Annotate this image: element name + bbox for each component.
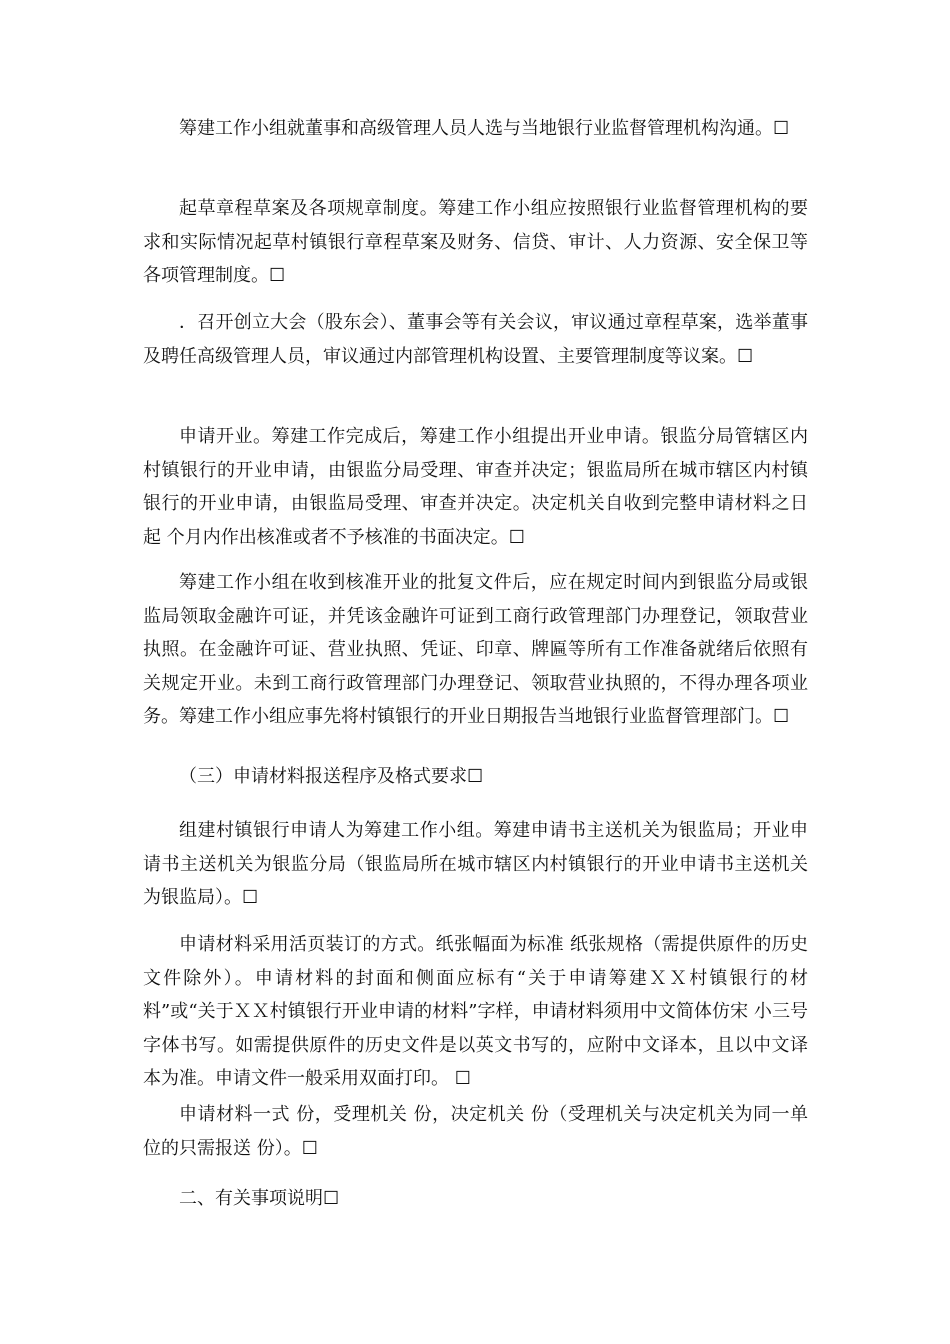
paragraph-2: 起草章程草案及各项规章制度。筹建工作小组应按照银行业监督管理机构的要求和实际情况起草村镇银行章程草案及财务、信贷、审计、人力资源、安全保卫等各项管理制度。☐ [143, 198, 808, 286]
section-heading-3: （三）申请材料报送程序及格式要求☐ [179, 766, 484, 787]
section-heading-2: 二、有关事项说明☐ [179, 1188, 340, 1209]
paragraph-3: ．召开创立大会（股东会）、董事会等有关会议，审议通过章程草案，选举董事及聘任高级管理人员，审议通过内部管理机构设置、主要管理制度等议案。☐ [143, 312, 808, 367]
paragraph-7: 申请材料采用活页装订的方式。纸张幅面为标准 纸张规格（需提供原件的历史文件除外）。申请材料的封面和侧面应标有“关于申请筹建ＸＸ村镇银行的材料”或“关于ＸＸ村镇银行开业申请的材料”字样，申请材料须用中文简体仿宋 小三号字体书写。如需提供原件的历史文件是以英文书写的，应附中文译本，且以中文译本为准。申请文件一般采用双面打印。 ☐ [143, 934, 808, 1089]
paragraph-6: 组建村镇银行申请人为筹建工作小组。筹建申请书主送机关为银监局；开业申请书主送机关为银监分局（银监局所在城市辖区内村镇银行的开业申请书主送机关为银监局）。☐ [143, 820, 808, 908]
paragraph-1: 筹建工作小组就董事和高级管理人员人选与当地银行业监督管理机构沟通。☐ [179, 118, 790, 139]
paragraph-5: 筹建工作小组在收到核准开业的批复文件后，应在规定时间内到银监分局或银监局领取金融许可证，并凭该金融许可证到工商行政管理部门办理登记，领取营业执照。在金融许可证、营业执照、凭证、印章、牌匾等所有工作准备就绪后依照有关规定开业。未到工商行政管理部门办理登记、领取营业执照的，不得办理各项业务。筹建工作小组应事先将村镇银行的开业日期报告当地银行业监督管理部门。☐ [143, 572, 808, 727]
paragraph-8: 申请材料一式 份，受理机关 份，决定机关 份（受理机关与决定机关为同一单位的只需报送 份）。☐ [143, 1104, 808, 1159]
paragraph-4: 申请开业。筹建工作完成后，筹建工作小组提出开业申请。银监分局管辖区内村镇银行的开业申请，由银监分局受理、审查并决定；银监局所在城市辖区内村镇银行的开业申请，由银监局受理、审查并决定。决定机关自收到完整申请材料之日起 个月内作出核准或者不予核准的书面决定。☐ [143, 426, 808, 548]
